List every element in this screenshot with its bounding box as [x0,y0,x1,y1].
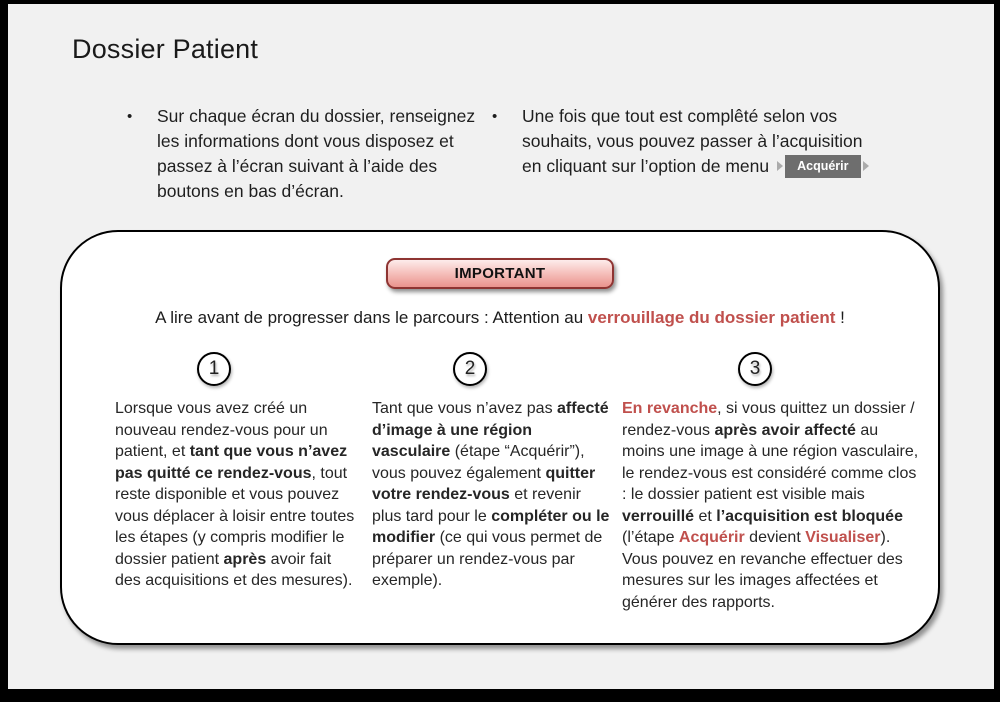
bullet-right-text-run: Une fois que tout est complêté selon vos souhaits, vous pouvez passer à l’acquisition en cliquant sur l’option de menu [522,106,863,176]
slide-title: Dossier Patient [72,34,259,64]
callout-intro-text: A lire avant de progresser dans le parcours : Attention au verrouillage du dossier patient ! [155,308,845,327]
important-badge: IMPORTANT [386,258,614,289]
step-number-circle-2: 2 [453,352,487,386]
step-number-circle-1: 1 [197,352,231,386]
bullet-right-text [522,104,884,179]
step-3-text: En revanche, si vous quittez un dossier / rendez-vous après avoir affecté au moins une image à une région vasculaire, le rendez-vous est considéré comme clos : le dossier patient est visible mais verrouillé et l’acquisition est bloquée (l’étape Acquérir devient Visualiser). Vous pouvez en revanche effectuer des mesures sur les images affectées et générer des rapports. [622,400,919,611]
chevron-right-icon [863,161,869,171]
acquerir-menu-button[interactable] [785,155,860,178]
step-2-text: Tant que vous n’avez pas affecté d’image à une région vasculaire (étape “Acquérir”), vous pouvez également quitter votre rendez-vous et revenir plus tard pour le compléter ou le modifier (ce qui vous permet de préparer un rendez-vous par exemple). [372,400,610,589]
chevron-right-icon [777,161,783,171]
bullet-item-right [492,104,884,179]
step-number-circle-3: 3 [738,352,772,386]
acquerir-menu-button-label: Acquérir [797,158,849,173]
slide [8,4,994,689]
bullet-icon: • [127,108,133,125]
important-callout-box [60,230,940,645]
bullet-item-left [127,104,502,204]
bullet-icon: • [492,108,498,125]
bullet-left-text: Sur chaque écran du dossier, renseignez les informations dont vous disposez et passez à l’écran suivant à l’aide des boutons en bas d’écran. [157,106,476,201]
step-1-text: Lorsque vous avez créé un nouveau rendez-vous pour un patient, et tant que vous n’avez pas quitté ce rendez-vous, tout reste disponible et vous pouvez vous déplacer à loisir entre toutes les étapes (y compris modifier le dossier patient après avoir fait des acquisitions et des mesures). [115,400,355,589]
